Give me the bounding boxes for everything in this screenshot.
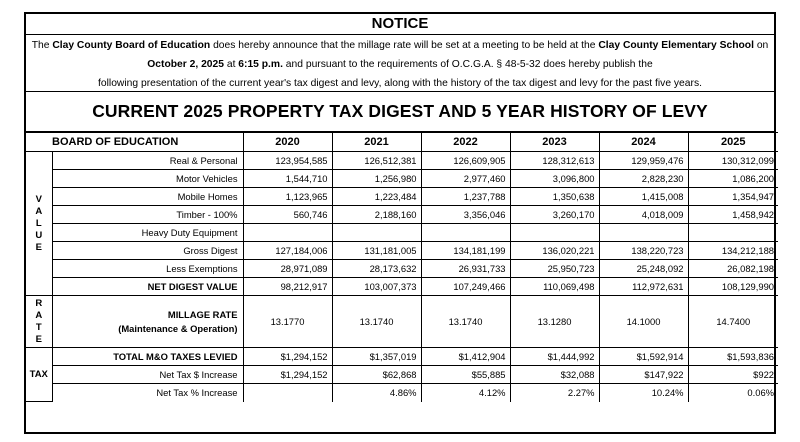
value-side-label bbox=[26, 152, 52, 296]
value-cell: 112,972,631 bbox=[599, 278, 688, 296]
header-row bbox=[26, 133, 778, 152]
side-letter: R bbox=[35, 297, 43, 309]
table-row bbox=[26, 206, 778, 224]
side-letter: U bbox=[35, 229, 43, 241]
tax-cell bbox=[243, 384, 332, 402]
year-header: 2025 bbox=[688, 133, 778, 152]
value-cell: 1,237,788 bbox=[421, 188, 510, 206]
side-letter: L bbox=[35, 217, 42, 229]
tax-cell: $1,412,904 bbox=[421, 348, 510, 366]
rate-cell: 14.7400 bbox=[688, 296, 778, 348]
value-cell: 2,188,160 bbox=[332, 206, 421, 224]
value-cell: 1,354,947 bbox=[688, 188, 778, 206]
side-letter: T bbox=[35, 321, 42, 333]
row-label: Net Tax $ Increase bbox=[52, 366, 243, 384]
value-cell: 103,007,373 bbox=[332, 278, 421, 296]
value-cell: 1,086,200 bbox=[688, 170, 778, 188]
value-cell: 1,544,710 bbox=[243, 170, 332, 188]
tax-cell: $922 bbox=[688, 366, 778, 384]
value-cell: 25,248,092 bbox=[599, 260, 688, 278]
value-cell: 129,959,476 bbox=[599, 152, 688, 170]
tax-cell: $55,885 bbox=[421, 366, 510, 384]
value-cell bbox=[421, 224, 510, 242]
table-row bbox=[26, 384, 778, 402]
value-cell: 134,212,188 bbox=[688, 242, 778, 260]
rate-label-line: (Maintenance & Operation) bbox=[118, 322, 238, 334]
value-cell: 123,954,585 bbox=[243, 152, 332, 170]
digest-banner: CURRENT 2025 PROPERTY TAX DIGEST AND 5 YEAR HISTORY OF LEVY bbox=[26, 92, 774, 132]
value-cell: 131,181,005 bbox=[332, 242, 421, 260]
table-row bbox=[26, 224, 778, 242]
tax-cell: $1,294,152 bbox=[243, 366, 332, 384]
value-cell: 28,173,632 bbox=[332, 260, 421, 278]
table-row bbox=[26, 170, 778, 188]
table-row bbox=[26, 152, 778, 170]
tax-cell: $147,922 bbox=[599, 366, 688, 384]
value-cell: 26,931,733 bbox=[421, 260, 510, 278]
value-cell: 98,212,917 bbox=[243, 278, 332, 296]
value-cell: 1,123,965 bbox=[243, 188, 332, 206]
table-row bbox=[26, 348, 778, 366]
year-header: 2022 bbox=[421, 133, 510, 152]
rate-cell: 13.1740 bbox=[332, 296, 421, 348]
year-header: 2020 bbox=[243, 133, 332, 152]
row-label: Net Tax % Increase bbox=[52, 384, 243, 402]
value-cell: 134,181,199 bbox=[421, 242, 510, 260]
tax-cell: 4.12% bbox=[421, 384, 510, 402]
school-name: Clay County Elementary School bbox=[598, 40, 754, 51]
row-label: TOTAL M&O TAXES LEVIED bbox=[52, 348, 243, 366]
side-letter: A bbox=[35, 205, 43, 217]
millage-rate-row bbox=[26, 296, 778, 348]
value-cell: 1,256,980 bbox=[332, 170, 421, 188]
rate-cell: 13.1740 bbox=[421, 296, 510, 348]
rate-side-label bbox=[26, 296, 52, 348]
tax-side-label: TAX bbox=[26, 348, 52, 402]
value-cell: 127,184,006 bbox=[243, 242, 332, 260]
digest-table bbox=[26, 132, 778, 402]
value-cell: 1,350,638 bbox=[510, 188, 599, 206]
notice-text: The bbox=[31, 40, 53, 51]
notice-text: following presentation of the current year's tax digest and levy, along with the history of the tax digest and levy for the past five years. bbox=[98, 78, 702, 89]
value-cell: 2,828,230 bbox=[599, 170, 688, 188]
row-label: Less Exemptions bbox=[52, 260, 243, 278]
value-cell: 1,458,942 bbox=[688, 206, 778, 224]
tax-cell: $1,444,992 bbox=[510, 348, 599, 366]
board-name: Clay County Board of Education bbox=[52, 40, 211, 51]
value-cell: 126,512,381 bbox=[332, 152, 421, 170]
table-row bbox=[26, 366, 778, 384]
value-cell: 136,020,221 bbox=[510, 242, 599, 260]
side-letter: V bbox=[35, 193, 42, 205]
year-header: 2021 bbox=[332, 133, 421, 152]
header-label: BOARD OF EDUCATION bbox=[26, 133, 243, 152]
year-header: 2023 bbox=[510, 133, 599, 152]
year-header: 2024 bbox=[599, 133, 688, 152]
rate-cell: 14.1000 bbox=[599, 296, 688, 348]
notice-text: on bbox=[753, 40, 769, 51]
row-label: Heavy Duty Equipment bbox=[52, 224, 243, 242]
tax-cell: 4.86% bbox=[332, 384, 421, 402]
value-cell: 25,950,723 bbox=[510, 260, 599, 278]
notice-body bbox=[26, 35, 774, 92]
value-cell: 3,356,046 bbox=[421, 206, 510, 224]
value-cell: 26,082,198 bbox=[688, 260, 778, 278]
tax-cell: $62,868 bbox=[332, 366, 421, 384]
table-row bbox=[26, 278, 778, 296]
row-label: Timber - 100% bbox=[52, 206, 243, 224]
millage-rate-label bbox=[52, 296, 243, 348]
rate-cell: 13.1770 bbox=[243, 296, 332, 348]
value-cell: 128,312,613 bbox=[510, 152, 599, 170]
tax-cell: $1,593,836 bbox=[688, 348, 778, 366]
value-cell bbox=[243, 224, 332, 242]
row-label: Motor Vehicles bbox=[52, 170, 243, 188]
value-cell: 126,609,905 bbox=[421, 152, 510, 170]
tax-cell: 10.24% bbox=[599, 384, 688, 402]
tax-cell: $32,088 bbox=[510, 366, 599, 384]
row-label: Mobile Homes bbox=[52, 188, 243, 206]
value-cell: 108,129,990 bbox=[688, 278, 778, 296]
table-row bbox=[26, 242, 778, 260]
value-cell: 138,220,723 bbox=[599, 242, 688, 260]
meeting-date: October 2, 2025 bbox=[147, 59, 224, 70]
value-cell bbox=[510, 224, 599, 242]
rate-cell: 13.1280 bbox=[510, 296, 599, 348]
tax-cell: $1,357,019 bbox=[332, 348, 421, 366]
tax-cell: $1,592,914 bbox=[599, 348, 688, 366]
value-cell: 3,260,170 bbox=[510, 206, 599, 224]
value-cell: 4,018,009 bbox=[599, 206, 688, 224]
value-cell: 2,977,460 bbox=[421, 170, 510, 188]
side-letter: E bbox=[35, 333, 42, 345]
table-row bbox=[26, 260, 778, 278]
tax-cell: 2.27% bbox=[510, 384, 599, 402]
tax-cell: $1,294,152 bbox=[243, 348, 332, 366]
rate-label-line: MILLAGE RATE bbox=[167, 308, 238, 320]
value-cell bbox=[332, 224, 421, 242]
value-cell: 560,746 bbox=[243, 206, 332, 224]
side-letter: E bbox=[35, 241, 42, 253]
side-letter: A bbox=[35, 309, 43, 321]
tax-cell: 0.06% bbox=[688, 384, 778, 402]
notice-text: and pursuant to the requirements of O.C.G.A. § 48-5-32 does hereby publish the bbox=[282, 59, 653, 70]
value-cell: 3,096,800 bbox=[510, 170, 599, 188]
notice-frame bbox=[24, 12, 776, 434]
value-cell: 1,223,484 bbox=[332, 188, 421, 206]
table-row bbox=[26, 188, 778, 206]
meeting-time: 6:15 p.m. bbox=[238, 59, 283, 70]
value-cell bbox=[688, 224, 778, 242]
notice-text: at bbox=[223, 59, 239, 70]
value-cell: 130,312,099 bbox=[688, 152, 778, 170]
notice-text: does hereby announce that the millage rate will be set at a meeting to be held at the bbox=[210, 40, 599, 51]
value-cell: 107,249,466 bbox=[421, 278, 510, 296]
row-label: Real & Personal bbox=[52, 152, 243, 170]
value-cell: 1,415,008 bbox=[599, 188, 688, 206]
value-cell bbox=[599, 224, 688, 242]
row-label: Gross Digest bbox=[52, 242, 243, 260]
value-cell: 110,069,498 bbox=[510, 278, 599, 296]
value-cell: 28,971,089 bbox=[243, 260, 332, 278]
notice-title: NOTICE bbox=[26, 14, 774, 35]
row-label: NET DIGEST VALUE bbox=[52, 278, 243, 296]
